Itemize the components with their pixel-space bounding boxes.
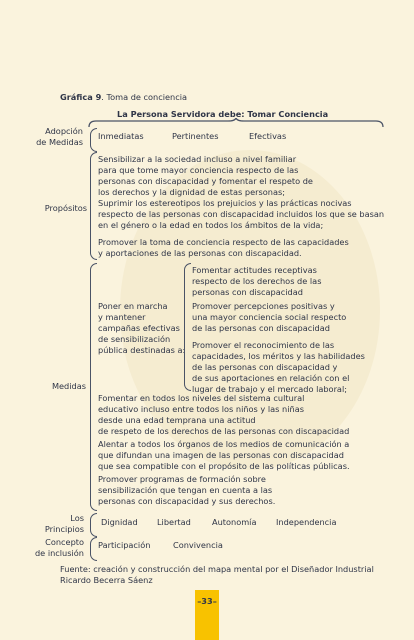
principios-label-line-2: Principios [44, 524, 84, 534]
medidas-label: Medidas [51, 381, 86, 391]
campaign-line: pública destinadas a: [98, 345, 186, 355]
figure-caption [60, 92, 187, 103]
adopcion-item-pertinentes: Pertinentes [172, 131, 219, 141]
medida-3-line: Alentar a todos los órganos de los medios de comunicación a [98, 439, 350, 449]
campaign-line: Poner en marcha [98, 301, 168, 311]
sub-item-1-line: personas con discapacidad [192, 287, 303, 297]
concepto-label [35, 537, 84, 559]
medida-4-line: Promover programas de formación sobre [98, 474, 266, 484]
medida-3-line: que sea compatible con el propósito de las políticas públicas. [98, 461, 350, 471]
proposito-2-line: respecto de las personas con discapacidad incluidos los que se basan [98, 209, 385, 219]
principio-autonomia: Autonomía [212, 517, 257, 527]
medida-2-line: desde una edad temprana una actitud [98, 415, 256, 425]
proposito-3-line: y aportaciones de las personas con discapacidad. [98, 248, 302, 258]
source-line: Ricardo Becerra Sáenz [60, 575, 153, 585]
medidas-brace [90, 263, 97, 511]
medida-2-line: de respeto de los derechos de las personas con discapacidad [98, 426, 350, 436]
page-number: –33– [197, 596, 217, 606]
concepto-label-line-2: de inclusión [34, 548, 84, 558]
sub-item-1-line: respecto de los derechos de las [192, 276, 322, 286]
campaign-block [98, 301, 185, 356]
sub-item-1-line: Fomentar actitudes receptivas [192, 265, 317, 275]
sub-item-3-line: lugar de trabajo y el mercado laboral; [192, 384, 347, 394]
medida-4-line: sensibilización que tengan en cuenta a las [98, 485, 273, 495]
proposito-2-line: en el género o la edad en todos los ámbitos de la vida; [98, 220, 324, 230]
proposito-1 [98, 154, 313, 198]
proposito-1-line: Sensibilizar a la sociedad incluso a nivel familiar [98, 154, 297, 164]
adopcion-label-line-1: Adopción [45, 126, 83, 136]
sub-item-3-line: de las personas con discapacidad y [192, 362, 338, 372]
campaign-line: campañas efectivas [98, 323, 180, 333]
figure-header: La Persona Servidora debe: Tomar Conciencia [117, 109, 329, 119]
propositos-brace [90, 152, 97, 260]
medida-3-line: que difundan una imagen de las personas con discapacidad [98, 450, 344, 460]
campaign-line: y mantener [98, 312, 146, 322]
principios-brace [90, 513, 97, 537]
medida-2 [98, 393, 349, 437]
adopcion-label [36, 126, 83, 148]
principios-label-line-1: Los [70, 513, 84, 523]
medida-4 [98, 474, 275, 507]
proposito-1-line: para que tome mayor conciencia respecto de las [98, 165, 299, 175]
principios-label [45, 513, 84, 535]
sub-item-3-line: Promover el reconocimiento de las [192, 340, 335, 350]
figure-title: . Toma de conciencia [101, 92, 188, 102]
adopcion-label-line-2: de Medidas [36, 137, 83, 147]
proposito-3-line: Promover la toma de conciencia respecto de las capacidades [98, 237, 349, 247]
sub-item-3 [192, 340, 365, 395]
sub-item-2 [192, 301, 346, 334]
sub-item-3-line: de sus aportaciones en relación con el [192, 373, 350, 383]
principio-libertad: Libertad [157, 517, 191, 527]
concepto-convivencia: Convivencia [173, 540, 223, 550]
sub-item-3-line: capacidades, los méritos y las habilidades [192, 351, 365, 361]
sub-item-2-line: Promover percepciones positivas y [192, 301, 335, 311]
source-line: Fuente: creación y construcción del mapa mental por el Diseñador Industrial [60, 564, 374, 574]
medida-2-line: Fomentar en todos los niveles del sistema cultural [98, 393, 305, 403]
proposito-1-line: personas con discapacidad y fomentar el respeto de [98, 176, 313, 186]
proposito-3 [98, 237, 349, 259]
proposito-1-line: los derechos y la dignidad de estas personas; [98, 187, 286, 197]
concepto-label-line-1: Concepto [45, 537, 84, 547]
proposito-2 [98, 198, 384, 231]
medida-2-line: educativo incluso entre todos los niños y las niñas [98, 404, 304, 414]
adopcion-item-efectivas: Efectivas [249, 131, 287, 141]
medida-3 [98, 439, 350, 472]
sub-item-2-line: una mayor conciencia social respecto [192, 312, 347, 322]
proposito-2-line: Suprimir los estereotipos los prejuicios y las prácticas nocivas [98, 198, 352, 208]
sub-item-2-line: de las personas con discapacidad [192, 323, 330, 333]
adopcion-brace [90, 128, 97, 152]
header-brace [88, 118, 384, 128]
adopcion-item-inmediatas: Inmediatas [98, 131, 144, 141]
campaign-line: de sensibilización [98, 334, 171, 344]
concepto-brace [90, 537, 97, 561]
propositos-label: Propósitos [44, 203, 87, 213]
figure-label: Gráfica 9 [60, 92, 102, 102]
concepto-participacion: Participación [98, 540, 151, 550]
medida-4-line: personas con discapacidad y sus derechos. [98, 496, 276, 506]
sub-item-1 [192, 265, 321, 298]
principio-independencia: Independencia [276, 517, 337, 527]
campaign-brace [184, 263, 191, 391]
principio-dignidad: Dignidad [101, 517, 138, 527]
source-note [60, 564, 374, 586]
